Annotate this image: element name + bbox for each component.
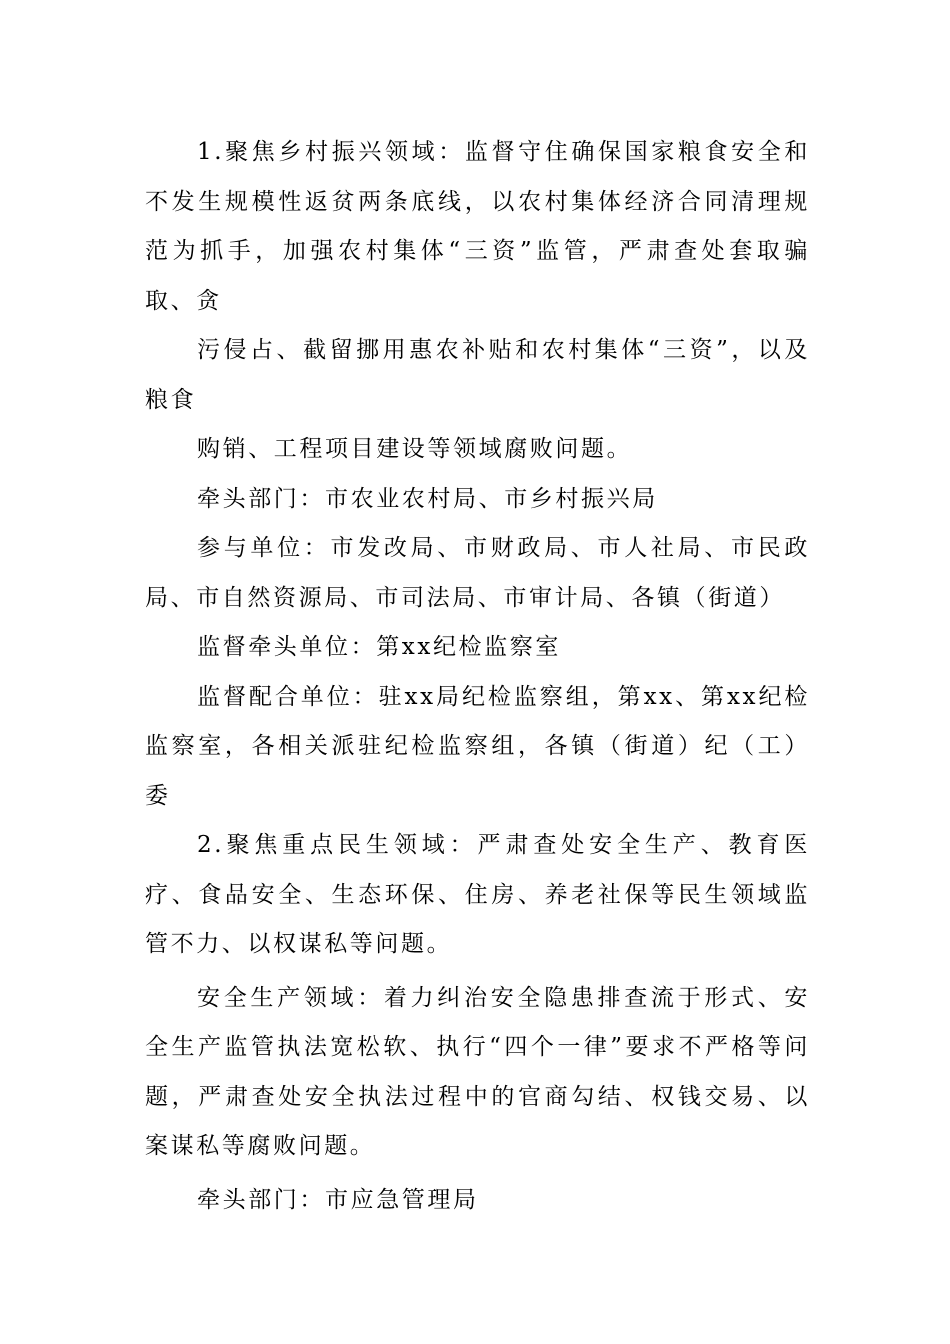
paragraph-rural-revitalization: 1.聚焦乡村振兴领域：监督守住确保国家粮食安全和不发生规模性返贫两条底线，以农村集体经济合同清理规范为抓手，加强农村集体“三资”监管，严肃查处套取骗取、贪 xyxy=(145,139,810,314)
paragraph-rural-continued: 污侵占、截留挪用惠农补贴和农村集体“三资”，以及粮食 xyxy=(145,337,810,413)
paragraph-rural-continued-2: 购销、工程项目建设等领域腐败问题。 xyxy=(197,436,633,462)
paragraph-lead-department-2: 牵头部门：市应急管理局 xyxy=(197,1186,479,1213)
paragraph-supervision-lead-unit: 监督牵头单位：第xx纪检监察室 xyxy=(197,634,561,660)
paragraph-safety-production: 安全生产领域：着力纠治安全隐患排查流于形式、安全生产监管执法宽松软、执行“四个一律”要求不严格等问题，严肃查处安全执法过程中的官商勾结、权钱交易、以案谋私等腐败问题。 xyxy=(145,984,810,1159)
paragraph-livelihood-field: 2.聚焦重点民生领域：严肃查处安全生产、教育医疗、食品安全、生态环保、住房、养老社保等民生领域监管不力、以权谋私等问题。 xyxy=(145,832,810,957)
paragraph-supervision-cooperating-units: 监督配合单位：驻xx局纪检监察组，第xx、第xx纪检监察室，各相关派驻纪检监察组，各镇（街道）纪（工）委 xyxy=(145,683,810,809)
document-body xyxy=(145,128,810,1225)
paragraph-participating-units: 参与单位：市发改局、市财政局、市人社局、市民政局、市自然资源局、市司法局、市审计局、各镇（街道） xyxy=(145,535,810,611)
paragraph-lead-department-1: 牵头部门：市农业农村局、市乡村振兴局 xyxy=(197,485,658,512)
